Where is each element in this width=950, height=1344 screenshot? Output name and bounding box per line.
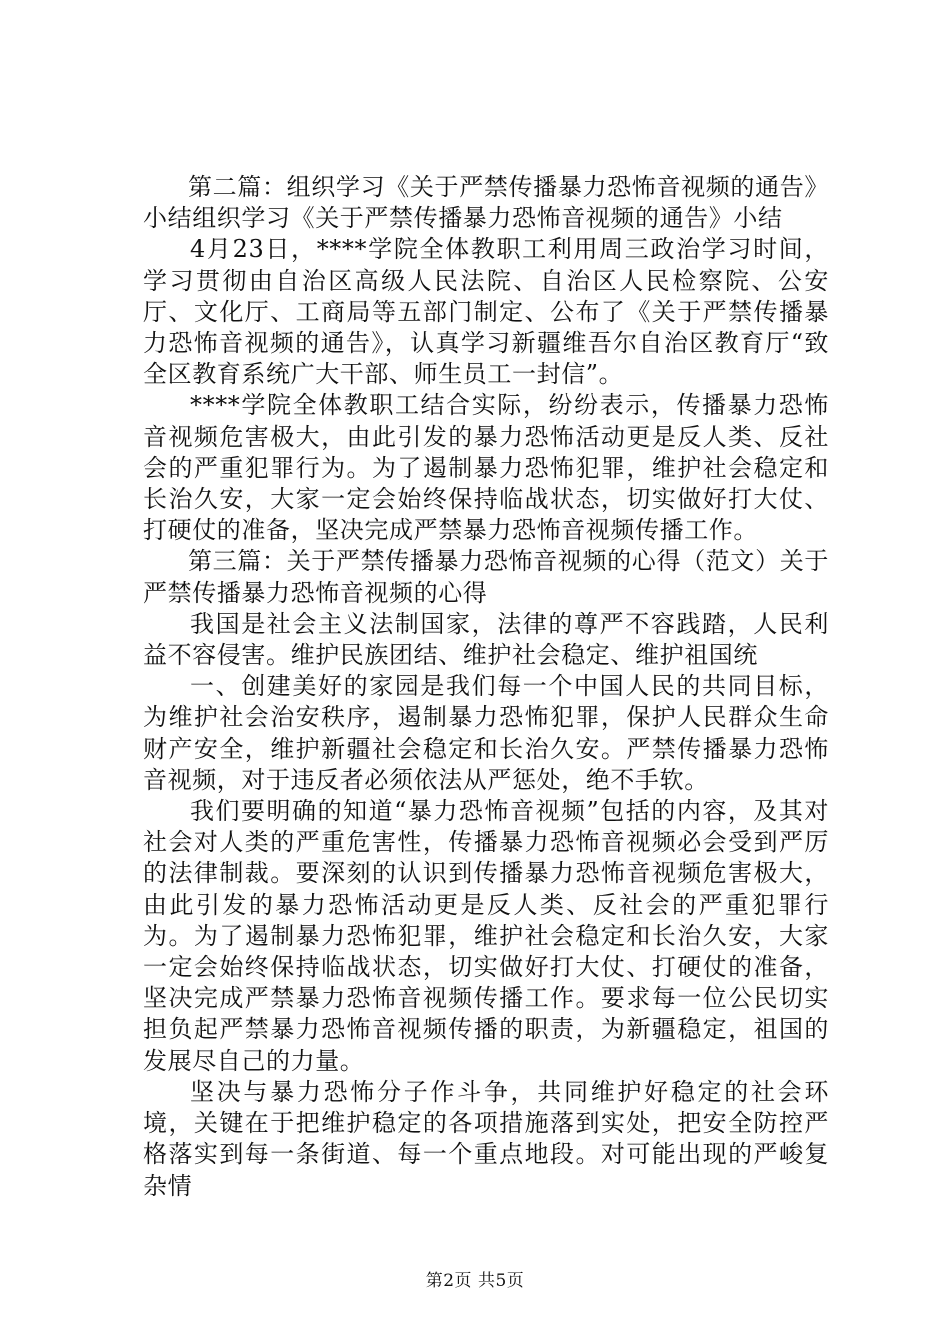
body-paragraph: 我们要明确的知道“暴力恐怖音视频”包括的内容，及其对社会对人类的严重危害性，传播暴力恐怖音视频必会受到严厉的法律制裁。要深刻的认识到传播暴力恐怖音视频危害极大，由此引发的暴力恐怖活动更是反人类、反社会的严重犯罪行为。为了遏制暴力恐怖犯罪，维护社会稳定和长治久安，大家一定会始终保持临战状态，切实做好打大仗、打硬仗的准备，坚决完成严禁暴力恐怖音视频传播工作。要求每一位公民切实担负起严禁暴力恐怖音视频传播的职责，为新疆稳定，祖国的发展尽自己的力量。 (143, 797, 829, 1075)
section-heading-part-three: 第三篇：关于严禁传播暴力恐怖音视频的心得（范文）关于严禁传播暴力恐怖音视频的心得 (143, 547, 829, 607)
body-paragraph: 我国是社会主义法制国家，法律的尊严不容践踏，人民利益不容侵害。维护民族团结、维护社会稳定、维护祖国统 (143, 609, 829, 670)
body-paragraph: 一、创建美好的家园是我们每一个中国人民的共同目标，为维护社会治安秩序，遏制暴力恐怖犯罪，保护人民群众生命财产安全，维护新疆社会稳定和长治久安。严禁传播暴力恐怖音视频，对于违反者必须依法从严惩处，绝不手软。 (143, 672, 829, 794)
body-paragraph: ****学院全体教职工结合实际，纷纷表示，传播暴力恐怖音视频危害极大，由此引发的暴力恐怖活动更是反人类、反社会的严重犯罪行为。为了遏制暴力恐怖犯罪，维护社会稳定和长治久安，大家一定会始终保持临战状态，切实做好打大仗、打硬仗的准备，坚决完成严禁暴力恐怖音视频传播工作。 (143, 391, 829, 545)
document-body (143, 172, 829, 1202)
section-heading-part-two: 第二篇：组织学习《关于严禁传播暴力恐怖音视频的通告》小结组织学习《关于严禁传播暴力恐怖音视频的通告》小结 (143, 173, 829, 233)
page-number-footer: 第2页 共5页 (425, 1271, 525, 1291)
body-paragraph: 4月23日，****学院全体教职工利用周三政治学习时间，学习贯彻由自治区高级人民法院、自治区人民检察院、公安厅、文化厅、工商局等五部门制定、公布了《关于严禁传播暴力恐怖音视频的通告》，认真学习新疆维吾尔自治区教育厅“致全区教育系统广大干部、师生员工一封信”。 (143, 235, 829, 389)
body-paragraph: 坚决与暴力恐怖分子作斗争，共同维护好稳定的社会环境，关键在于把维护稳定的各项措施落到实处，把安全防控严格落实到每一条街道、每一个重点地段。对可能出现的严峻复杂情 (143, 1077, 829, 1200)
